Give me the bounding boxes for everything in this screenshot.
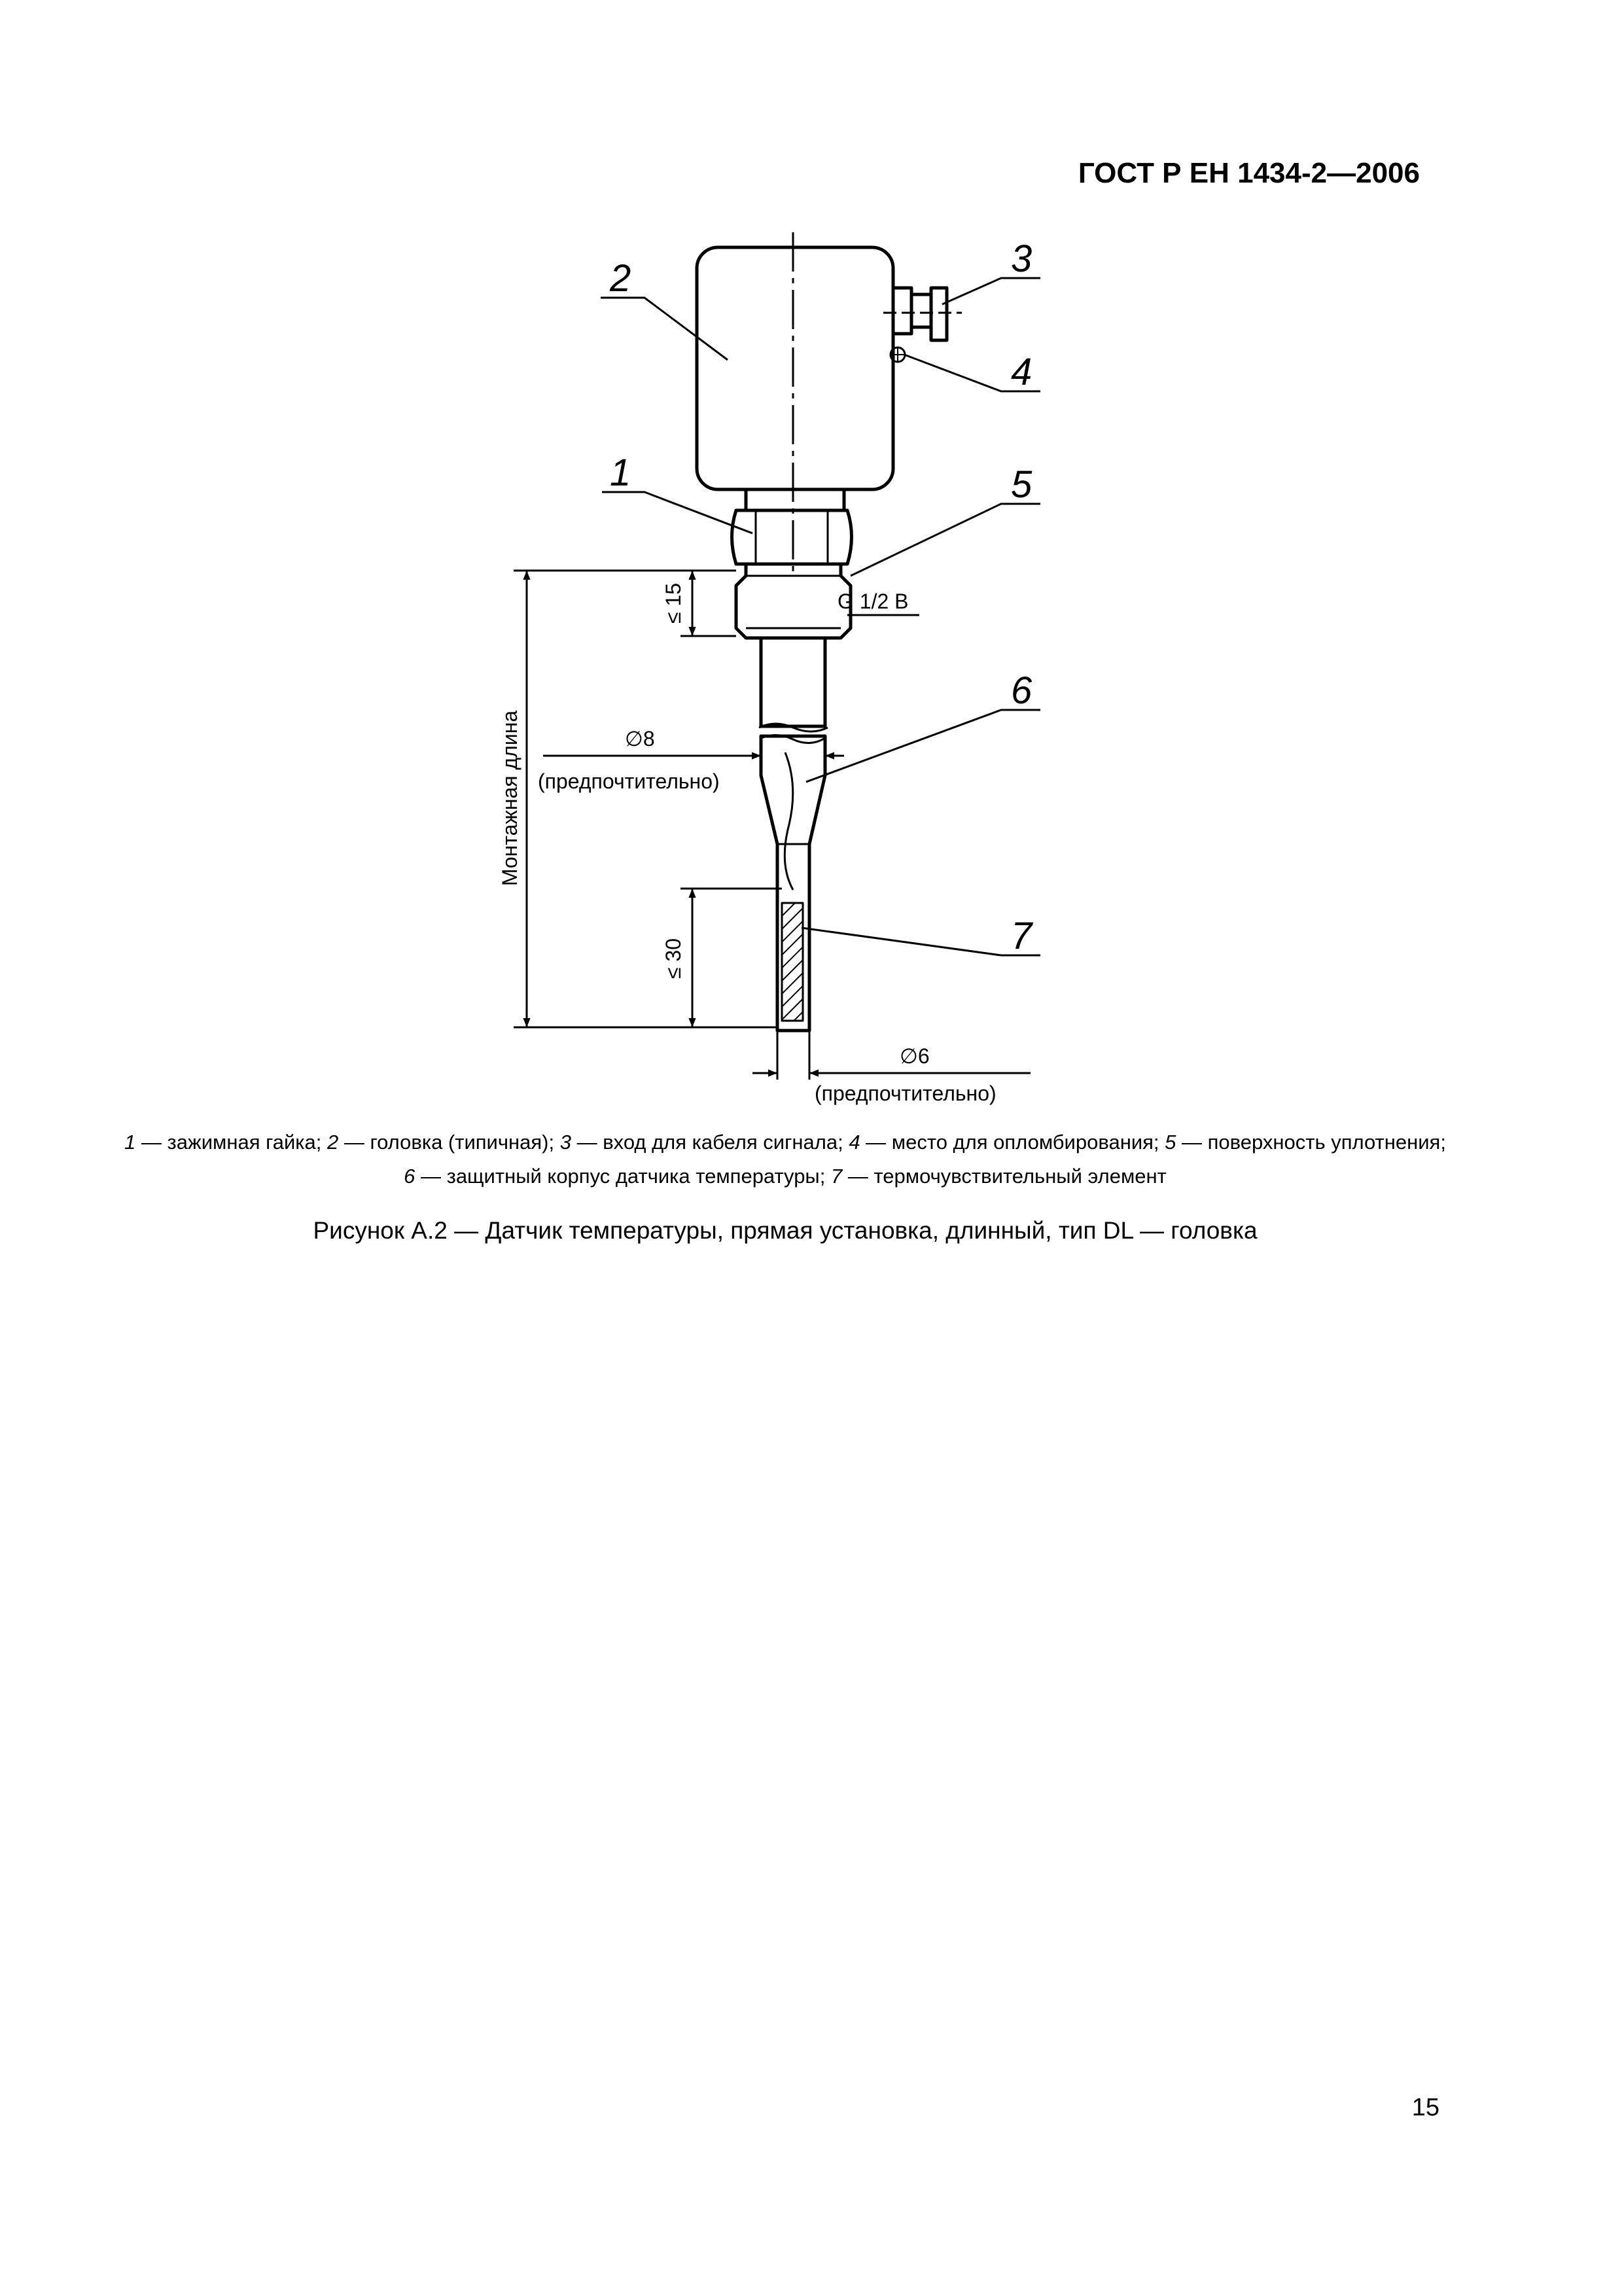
dim-le15: ≤ 15 bbox=[662, 582, 685, 624]
leader-2 bbox=[601, 298, 728, 360]
dim-d6-note: (предпочтительно) bbox=[815, 1082, 997, 1105]
dim-d6: ∅6 bbox=[900, 1044, 930, 1068]
neck bbox=[746, 489, 844, 510]
leader-6 bbox=[806, 710, 1040, 782]
sensor-drawing bbox=[0, 0, 1624, 1125]
callout-4: 4 bbox=[1011, 351, 1033, 393]
clamping-nut bbox=[732, 510, 852, 564]
legend-item: 1 — зажимная гайка; bbox=[124, 1131, 322, 1154]
legend-item: 6 — защитный корпус датчика температуры; bbox=[404, 1165, 826, 1188]
document-code: ГОСТ Р ЕН 1434-2—2006 bbox=[1078, 157, 1420, 189]
leader-5 bbox=[851, 504, 1040, 576]
callout-6: 6 bbox=[1011, 669, 1033, 712]
legend-item: 3 — вход для кабеля сигнала; bbox=[559, 1131, 843, 1154]
page-number: 15 bbox=[1411, 2094, 1439, 2121]
legend-item: 7 — термочувствительный элемент bbox=[830, 1165, 1167, 1188]
dim-thread: G 1/2 B bbox=[838, 590, 909, 613]
legend-item: 4 — место для опломбирования; bbox=[849, 1131, 1159, 1154]
callout-5: 5 bbox=[1011, 463, 1033, 506]
leader-7 bbox=[802, 928, 1040, 955]
legend-item: 5 — поверхность уплотнения; bbox=[1165, 1131, 1446, 1154]
callout-3: 3 bbox=[1011, 238, 1033, 280]
cable-entry bbox=[883, 288, 962, 340]
callout-1: 1 bbox=[610, 451, 631, 494]
sensing-element bbox=[782, 903, 803, 1021]
callout-2: 2 bbox=[610, 257, 631, 300]
callout-7: 7 bbox=[1011, 915, 1033, 957]
dim-d8-note: (предпочтительно) bbox=[538, 769, 720, 793]
tube bbox=[761, 638, 825, 726]
figure-legend bbox=[118, 1125, 1453, 1193]
dim-d8: ∅8 bbox=[625, 727, 655, 751]
mount-length-label: Монтажная длина bbox=[498, 710, 521, 887]
dim-le30: ≤ 30 bbox=[662, 938, 685, 980]
figure-caption: Рисунок А.2 — Датчик температуры, прямая установка, длинный, тип DL — головка bbox=[313, 1217, 1258, 1244]
sensor-head bbox=[697, 247, 893, 489]
leader-3 bbox=[942, 278, 1040, 304]
legend-item: 2 — головка (типичная); bbox=[327, 1131, 555, 1154]
leader-1 bbox=[602, 492, 752, 533]
